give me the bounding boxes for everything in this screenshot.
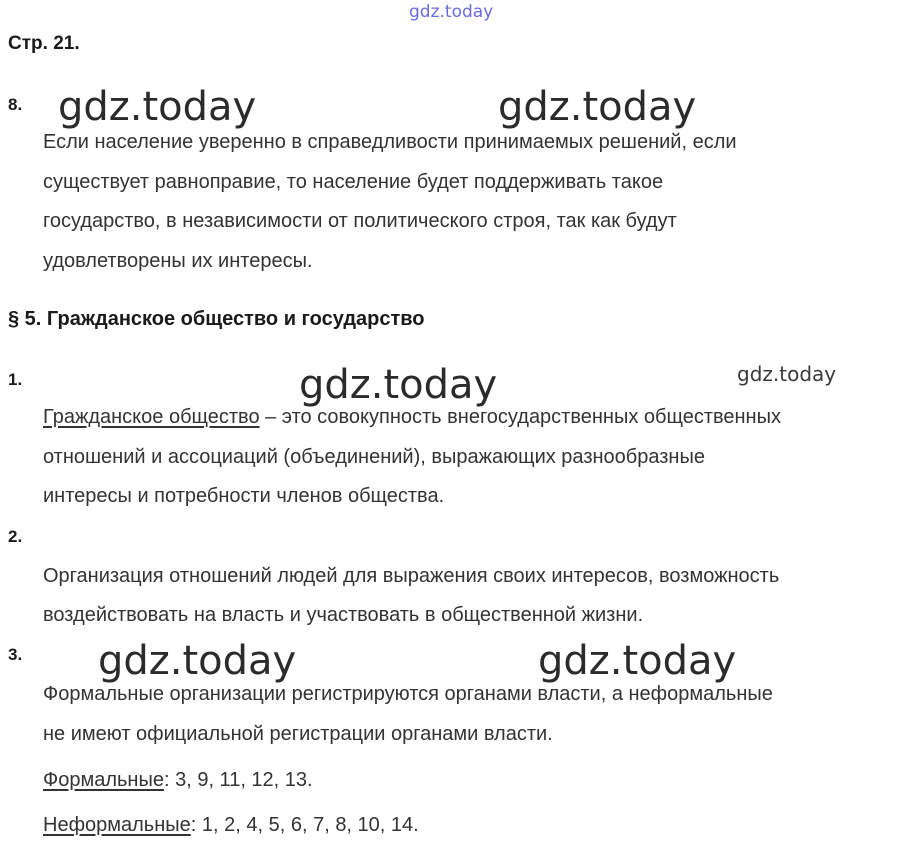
q3-line-1: Формальные организации регистрируются органами власти, а неформальные	[43, 683, 773, 705]
watermark-3: gdz.today	[299, 362, 498, 408]
q3-formal	[43, 769, 313, 792]
watermark-4: gdz.today	[737, 362, 837, 386]
watermark-5: gdz.today	[98, 638, 297, 684]
watermark-2: gdz.today	[498, 84, 697, 130]
q8-line-3: государство, в независимости от политического строя, так как будут	[43, 210, 677, 232]
section-title: § 5. Гражданское общество и государство	[8, 308, 425, 330]
q3-formal-values: : 3, 9, 11, 12, 13.	[163, 769, 313, 791]
question-number-2: 2.	[8, 527, 23, 546]
question-number-8: 8.	[8, 95, 23, 114]
q8-line-2: существует равноправие, то население будет поддерживать такое	[43, 171, 664, 193]
question-number-1: 1.	[8, 370, 23, 389]
q2-line-2: воздействовать на власть и участвовать в общественной жизни.	[43, 604, 644, 626]
q3-informal	[43, 814, 419, 837]
q8-line-4: удовлетворены их интересы.	[43, 250, 313, 272]
watermark-6: gdz.today	[538, 638, 737, 684]
q3-informal-label: Неформальные	[43, 814, 191, 836]
q1-line-3: интересы и потребности членов общества.	[43, 485, 445, 507]
q1-line-1	[43, 406, 781, 429]
q3-line-2: не имеют официальной регистрации органами власти.	[43, 723, 553, 745]
page-header: Стр. 21.	[8, 33, 80, 54]
watermark-1: gdz.today	[58, 84, 257, 130]
q1-term: Гражданское общество	[43, 406, 260, 428]
q8-line-1: Если население уверенно в справедливости принимаемых решений, если	[43, 131, 737, 153]
question-number-3: 3.	[8, 645, 23, 664]
q1-line-2: отношений и ассоциаций (объединений), выражающих разнообразные	[43, 446, 705, 468]
q3-formal-label: Формальные	[43, 769, 164, 791]
q2-line-1: Организация отношений людей для выражения своих интересов, возможность	[43, 565, 780, 587]
q3-informal-values: : 1, 2, 4, 5, 6, 7, 8, 10, 14.	[190, 814, 419, 836]
watermark-top: gdz.today	[409, 2, 494, 22]
q1-line-1-rest: – это совокупность внегосударственных общественных	[259, 406, 781, 428]
